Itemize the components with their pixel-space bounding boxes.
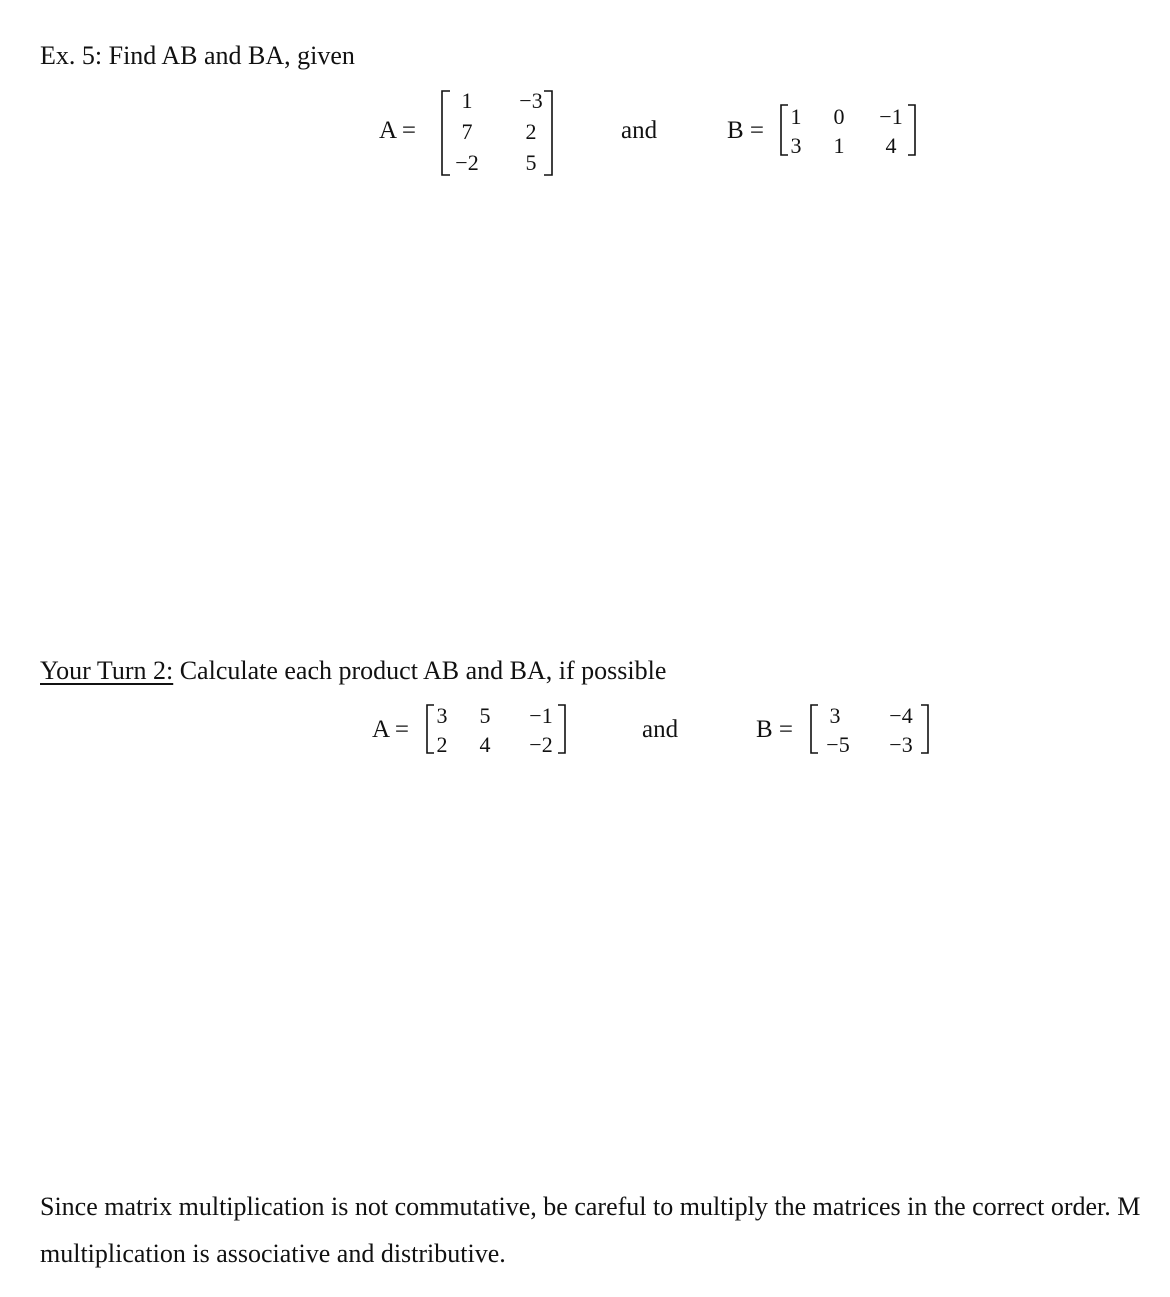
your-turn-label: Your Turn 2: — [40, 656, 174, 685]
matrix-cell: 4 — [885, 133, 897, 158]
note-line-1: Since matrix multiplication is not commutative, be careful to multiply the matrices in the correct order. M — [40, 1192, 1141, 1221]
matrix-cell: 5 — [479, 703, 491, 728]
matrix-cell: 3 — [436, 703, 448, 728]
matrix-cell: 5 — [525, 150, 537, 175]
matrix-cell: −2 — [455, 150, 479, 175]
matrix-b-label: B = — [727, 117, 765, 144]
matrix-cell: 2 — [436, 732, 448, 757]
note-line-2: multiplication is associative and distributive. — [40, 1239, 506, 1268]
matrix-b-label: B = — [756, 716, 794, 743]
matrix-cell: 0 — [833, 104, 845, 129]
matrix-cell: 3 — [829, 703, 841, 728]
matrix-cell: 1 — [461, 88, 473, 113]
matrix-cell: −1 — [529, 703, 553, 728]
matrix-cell: 4 — [479, 732, 491, 757]
example-heading: Ex. 5: Find AB and BA, given — [40, 41, 355, 70]
your-turn-prompt: Calculate each product AB and BA, if possible — [173, 656, 667, 685]
matrix-cell: −3 — [519, 88, 543, 113]
right-bracket — [906, 104, 918, 156]
matrix-cell: −5 — [826, 732, 850, 757]
matrix-cell: −3 — [889, 732, 913, 757]
matrix-cell: −1 — [879, 104, 903, 129]
matrix-cell: 1 — [833, 133, 845, 158]
matrix-cell: 7 — [461, 119, 473, 144]
and-connector: and — [642, 716, 679, 743]
matrix-cell: 1 — [790, 104, 802, 129]
matrix-cell: −4 — [889, 703, 913, 728]
matrix-a-label: A = — [379, 117, 417, 144]
and-connector: and — [621, 117, 658, 144]
right-bracket — [556, 704, 568, 754]
matrix-cell: 3 — [790, 133, 802, 158]
matrix-a-label: A = — [372, 716, 410, 743]
your-turn-heading — [40, 656, 666, 686]
right-bracket — [919, 704, 931, 754]
matrix-cell: 2 — [525, 119, 537, 144]
matrix-cell: −2 — [529, 732, 553, 757]
